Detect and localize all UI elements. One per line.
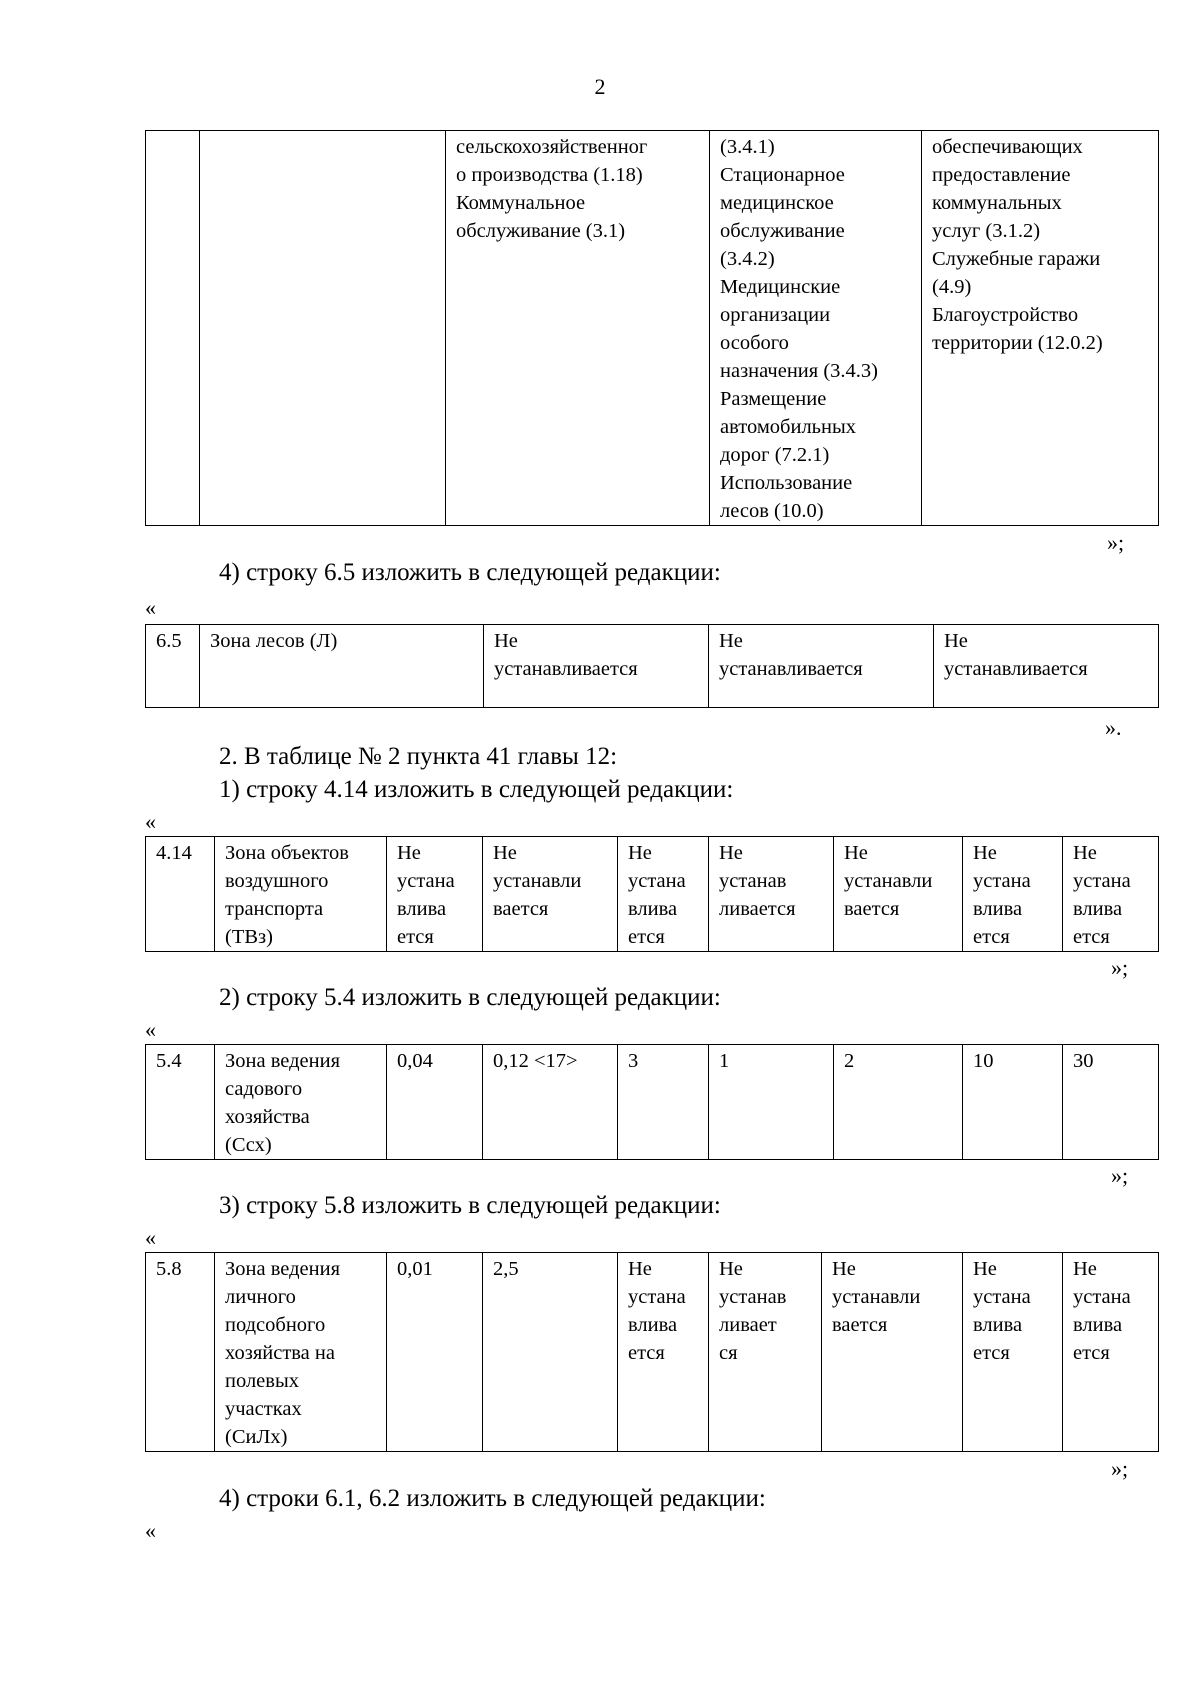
cell-line: (Ссх)	[225, 1134, 272, 1156]
cell-line: участках	[225, 1398, 302, 1420]
cell-line: Использование	[720, 472, 853, 494]
table-row-4-14	[145, 836, 1159, 952]
table-row	[146, 131, 1159, 526]
cell-line: Зона ведения	[225, 1258, 341, 1280]
cell-line: ется	[628, 926, 665, 948]
cell-line: устана	[1073, 870, 1131, 892]
cell-line: дорог (7.2.1)	[720, 444, 830, 466]
cell-line: влива	[1073, 898, 1123, 920]
opening-quote: «	[145, 1518, 156, 1543]
cell-line: устана	[397, 870, 455, 892]
cell-line: особого	[720, 332, 789, 354]
cell-zone	[215, 1045, 387, 1160]
table-row	[146, 837, 1159, 952]
cell-line: коммунальных	[932, 192, 1062, 214]
cell-line: сельскохозяйственног	[456, 136, 648, 158]
cell-line: обслуживание (3.1)	[456, 220, 626, 242]
cell-line: ется	[1073, 1342, 1110, 1364]
cell-line: влива	[973, 1314, 1023, 1336]
cell-line: вается	[844, 898, 900, 920]
closing-quote: »;	[1107, 530, 1125, 555]
cell-line: автомобильных	[720, 416, 857, 438]
cell-zone	[215, 1253, 387, 1452]
cell-line: хозяйства на	[225, 1342, 335, 1364]
cell-value	[618, 1253, 709, 1452]
cell-line: ется	[973, 926, 1010, 948]
cell-line: (3.4.2)	[720, 248, 775, 270]
cell-num: 5.8	[146, 1253, 215, 1452]
cell-line: обслуживание	[720, 220, 845, 242]
cell-line: Не	[1073, 1258, 1097, 1280]
cell-line: ливается	[719, 898, 796, 920]
cell-value	[963, 837, 1063, 952]
cell-line: Не	[719, 1258, 743, 1280]
cell-line: устанавливается	[719, 658, 863, 680]
cell-line: Стационарное	[720, 164, 845, 186]
cell-zone	[200, 131, 446, 526]
cell-line: устанав	[719, 1286, 787, 1308]
cell-line: территории (12.0.2)	[932, 332, 1103, 354]
cell-value: 1	[709, 1045, 834, 1160]
cell-line: влива	[628, 898, 678, 920]
cell-line: Не	[973, 1258, 997, 1280]
cell-line: Не	[628, 1258, 652, 1280]
cell-value	[934, 625, 1159, 708]
cell-line: (ТВз)	[225, 926, 273, 948]
cell-line: влива	[973, 898, 1023, 920]
cell-line: Не	[832, 1258, 856, 1280]
instruction-rows-6-1-6-2: 4) строки 6.1, 6.2 изложить в следующей редакции:	[219, 1485, 766, 1512]
table-continuation	[145, 130, 1159, 526]
cell-value: 10	[963, 1045, 1063, 1160]
instruction-row-5-8: 3) строку 5.8 изложить в следующей редакции:	[219, 1192, 721, 1219]
cell-line: хозяйства	[225, 1106, 310, 1128]
cell-value	[709, 837, 834, 952]
cell-line: Не	[944, 630, 968, 652]
cell-value	[618, 837, 709, 952]
cell-line: Зона ведения	[225, 1050, 341, 1072]
cell-line: ется	[628, 1342, 665, 1364]
cell-auxiliary-uses	[922, 131, 1159, 526]
opening-quote: «	[145, 595, 156, 620]
table-row-5-8	[145, 1252, 1159, 1452]
cell-value: 30	[1063, 1045, 1159, 1160]
cell-line: услуг (3.1.2)	[932, 220, 1041, 242]
cell-line: Благоустройство	[932, 304, 1079, 326]
cell-line: Не	[628, 842, 652, 864]
cell-value	[484, 625, 709, 708]
cell-line: садового	[225, 1078, 303, 1100]
cell-value	[387, 837, 483, 952]
table-row	[146, 1253, 1159, 1452]
cell-line: Не	[844, 842, 868, 864]
opening-quote: «	[145, 809, 156, 834]
cell-value: 2	[834, 1045, 963, 1160]
cell-line: обеспечивающих	[932, 136, 1083, 158]
instruction-row-5-4: 2) строку 5.4 изложить в следующей редакции:	[219, 984, 721, 1011]
table-row-6-5	[145, 624, 1159, 708]
cell-num: 5.4	[146, 1045, 215, 1160]
cell-line: Не	[494, 630, 518, 652]
cell-line: устана	[628, 870, 686, 892]
table-row-5-4	[145, 1044, 1159, 1160]
cell-line: устанавли	[493, 870, 582, 892]
cell-num	[146, 131, 200, 526]
opening-quote: «	[145, 1225, 156, 1250]
cell-value	[822, 1253, 963, 1452]
cell-line: Не	[1073, 842, 1097, 864]
cell-value: 0,04	[387, 1045, 483, 1160]
cell-line: устанавливается	[944, 658, 1088, 680]
cell-line: подсобного	[225, 1314, 326, 1336]
cell-line: Коммунальное	[456, 192, 586, 214]
cell-line: Медицинские	[720, 276, 841, 298]
cell-line: влива	[1073, 1314, 1123, 1336]
cell-line: лесов (10.0)	[720, 500, 824, 522]
cell-value: 0,12 <17>	[483, 1045, 618, 1160]
closing-quote: »;	[1111, 955, 1129, 980]
cell-line: устанав	[719, 870, 787, 892]
cell-value: 0,01	[387, 1253, 483, 1452]
cell-num: 4.14	[146, 837, 215, 952]
cell-line: Служебные гаражи	[932, 248, 1101, 270]
cell-line: Размещение	[720, 388, 827, 410]
cell-line: (3.4.1)	[720, 136, 775, 158]
cell-value	[1063, 1253, 1159, 1452]
opening-quote: «	[145, 1017, 156, 1042]
cell-line: ется	[973, 1342, 1010, 1364]
cell-line: ливает	[719, 1314, 777, 1336]
cell-line: транспорта	[225, 898, 324, 920]
page-number: 2	[594, 74, 606, 99]
cell-line: устана	[1073, 1286, 1131, 1308]
cell-line: о производства (1.18)	[456, 164, 643, 186]
cell-value	[834, 837, 963, 952]
cell-line: (4.9)	[932, 276, 972, 298]
cell-line: вается	[493, 898, 549, 920]
cell-num: 6.5	[146, 625, 200, 708]
cell-zone: Зона лесов (Л)	[200, 625, 484, 708]
cell-line: ется	[1073, 926, 1110, 948]
cell-value	[483, 837, 618, 952]
cell-line: устанавливается	[494, 658, 638, 680]
cell-value	[1063, 837, 1159, 952]
cell-line: медицинское	[720, 192, 834, 214]
cell-zone	[215, 837, 387, 952]
instruction-row-6-5: 4) строку 6.5 изложить в следующей редакции:	[219, 559, 721, 586]
cell-line: устана	[628, 1286, 686, 1308]
cell-line: вается	[832, 1314, 888, 1336]
cell-line: Не	[397, 842, 421, 864]
cell-value	[709, 625, 934, 708]
cell-value	[963, 1253, 1063, 1452]
cell-line: воздушного	[225, 870, 329, 892]
cell-line: устана	[973, 870, 1031, 892]
cell-line: организации	[720, 304, 831, 326]
cell-line: Зона объектов	[225, 842, 349, 864]
cell-line: Не	[973, 842, 997, 864]
cell-line: назначения (3.4.3)	[720, 360, 878, 382]
cell-conditional-uses	[710, 131, 922, 526]
table-row	[146, 625, 1159, 708]
cell-line: влива	[628, 1314, 678, 1336]
cell-value: 3	[618, 1045, 709, 1160]
cell-line: ется	[397, 926, 434, 948]
cell-line: личного	[225, 1286, 296, 1308]
closing-quote: »;	[1111, 1163, 1129, 1188]
cell-line: Не	[493, 842, 517, 864]
cell-line: Не	[719, 842, 743, 864]
cell-line: полевых	[225, 1370, 299, 1392]
cell-line: устана	[973, 1286, 1031, 1308]
cell-line: ся	[719, 1342, 738, 1364]
cell-line: предоставление	[932, 164, 1071, 186]
cell-main-uses	[446, 131, 710, 526]
cell-line: Не	[719, 630, 743, 652]
closing-quote: ».	[1105, 715, 1122, 740]
cell-line: устанавли	[832, 1286, 921, 1308]
cell-line: (СиЛх)	[225, 1426, 288, 1448]
cell-value	[709, 1253, 822, 1452]
cell-line: устанавли	[844, 870, 933, 892]
table-row	[146, 1045, 1159, 1160]
section-2-heading: 2. В таблице № 2 пункта 41 главы 12:	[219, 743, 618, 770]
cell-value: 2,5	[483, 1253, 618, 1452]
cell-line: влива	[397, 898, 447, 920]
closing-quote: »;	[1111, 1456, 1129, 1481]
instruction-row-4-14: 1) строку 4.14 изложить в следующей редакции:	[219, 776, 734, 803]
